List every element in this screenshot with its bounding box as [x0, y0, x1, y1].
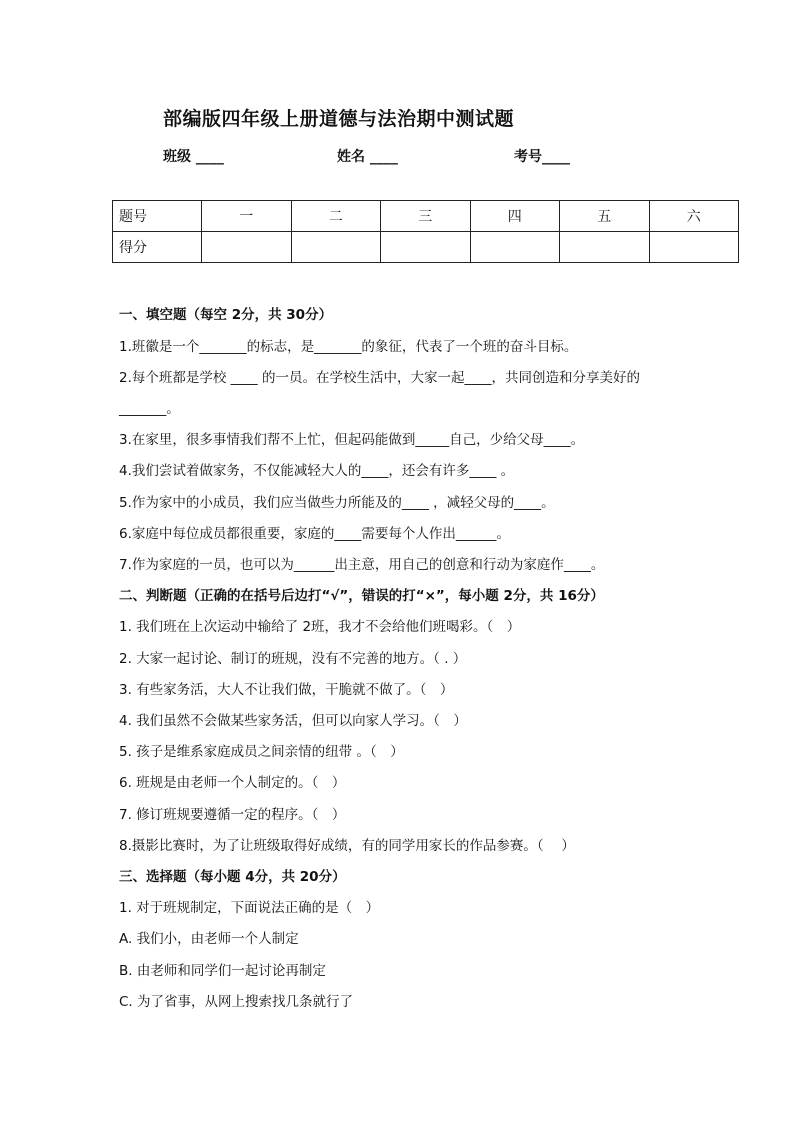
question-item: 8.摄影比赛时，为了让班级取得好成绩，有的同学用家长的作品参赛。（ ） — [119, 838, 575, 854]
question-item: 2.每个班都是学校 ____ 的一员。在学校生活中，大家一起____，共同创造和分享美好的 — [119, 370, 640, 386]
score-cell[interactable] — [381, 232, 471, 263]
question-item: 4.我们尝试着做家务，不仅能减轻大人的____，还会有许多____ 。 — [119, 463, 515, 479]
question-item: 5.作为家中的小成员，我们应当做些力所能及的____ ，减轻父母的____。 — [119, 495, 555, 511]
question-item: 6.家庭中每位成员都很重要，家庭的____需要每个人作出______。 — [119, 526, 510, 542]
question-item: 1. 对于班规制定，下面说法正确的是（ ） — [119, 900, 380, 916]
page-title: 部编版四年级上册道德与法治期中测试题 — [163, 108, 515, 130]
exam-number-field: 考号____ — [514, 149, 570, 165]
question-item: 2. 大家一起讨论、制订的班规，没有不完善的地方。（ . ） — [119, 651, 467, 667]
table-cell: 二 — [291, 201, 381, 232]
question-item: 7.作为家庭的一员，也可以为______出主意，用自己的创意和行动为家庭作____。 — [119, 557, 605, 573]
section-heading-fill-blank: 一、填空题（每空 2分，共 30分） — [119, 307, 333, 323]
score-cell[interactable] — [291, 232, 381, 263]
question-item: _______。 — [119, 401, 180, 417]
choice-option: C. 为了省事，从网上搜索找几条就行了 — [119, 994, 354, 1010]
question-item: 5. 孩子是维系家庭成员之间亲情的纽带 。（ ） — [119, 744, 404, 760]
table-cell: 四 — [470, 201, 560, 232]
score-table — [112, 200, 739, 263]
table-row — [113, 201, 739, 232]
score-cell[interactable] — [560, 232, 650, 263]
question-item: 1. 我们班在上次运动中输给了 2班，我才不会给他们班喝彩。（ ） — [119, 619, 521, 635]
score-cell[interactable] — [470, 232, 560, 263]
table-cell: 一 — [202, 201, 292, 232]
question-item: 1.班徽是一个_______的标志，是_______的象征，代表了一个班的奋斗目标。 — [119, 339, 578, 355]
question-item: 6. 班规是由老师一个人制定的。（ ） — [119, 775, 346, 791]
section-heading-multiple-choice: 三、选择题（每小题 4分，共 20分） — [119, 869, 346, 885]
table-cell: 得分 — [113, 232, 202, 263]
name-field: 姓名 ____ — [337, 149, 398, 165]
class-field: 班级 ____ — [163, 149, 224, 165]
table-cell: 五 — [560, 201, 650, 232]
table-cell: 三 — [381, 201, 471, 232]
section-heading-true-false: 二、判断题（正确的在括号后边打“√”，错误的打“×”，每小题 2分，共 16分） — [119, 588, 604, 604]
question-item: 3. 有些家务活，大人不让我们做，干脆就不做了。（ ） — [119, 682, 454, 698]
score-cell[interactable] — [649, 232, 739, 263]
choice-option: B. 由老师和同学们一起讨论再制定 — [119, 963, 326, 979]
score-cell[interactable] — [202, 232, 292, 263]
table-cell: 题号 — [113, 201, 202, 232]
question-item: 4. 我们虽然不会做某些家务活，但可以向家人学习。（ ） — [119, 713, 467, 729]
question-item: 3.在家里，很多事情我们帮不上忙，但起码能做到_____自己，少给父母____。 — [119, 432, 585, 448]
table-row — [113, 232, 739, 263]
question-item: 7. 修订班规要遵循一定的程序。（ ） — [119, 807, 346, 823]
table-cell: 六 — [649, 201, 739, 232]
choice-option: A. 我们小，由老师一个人制定 — [119, 931, 299, 947]
